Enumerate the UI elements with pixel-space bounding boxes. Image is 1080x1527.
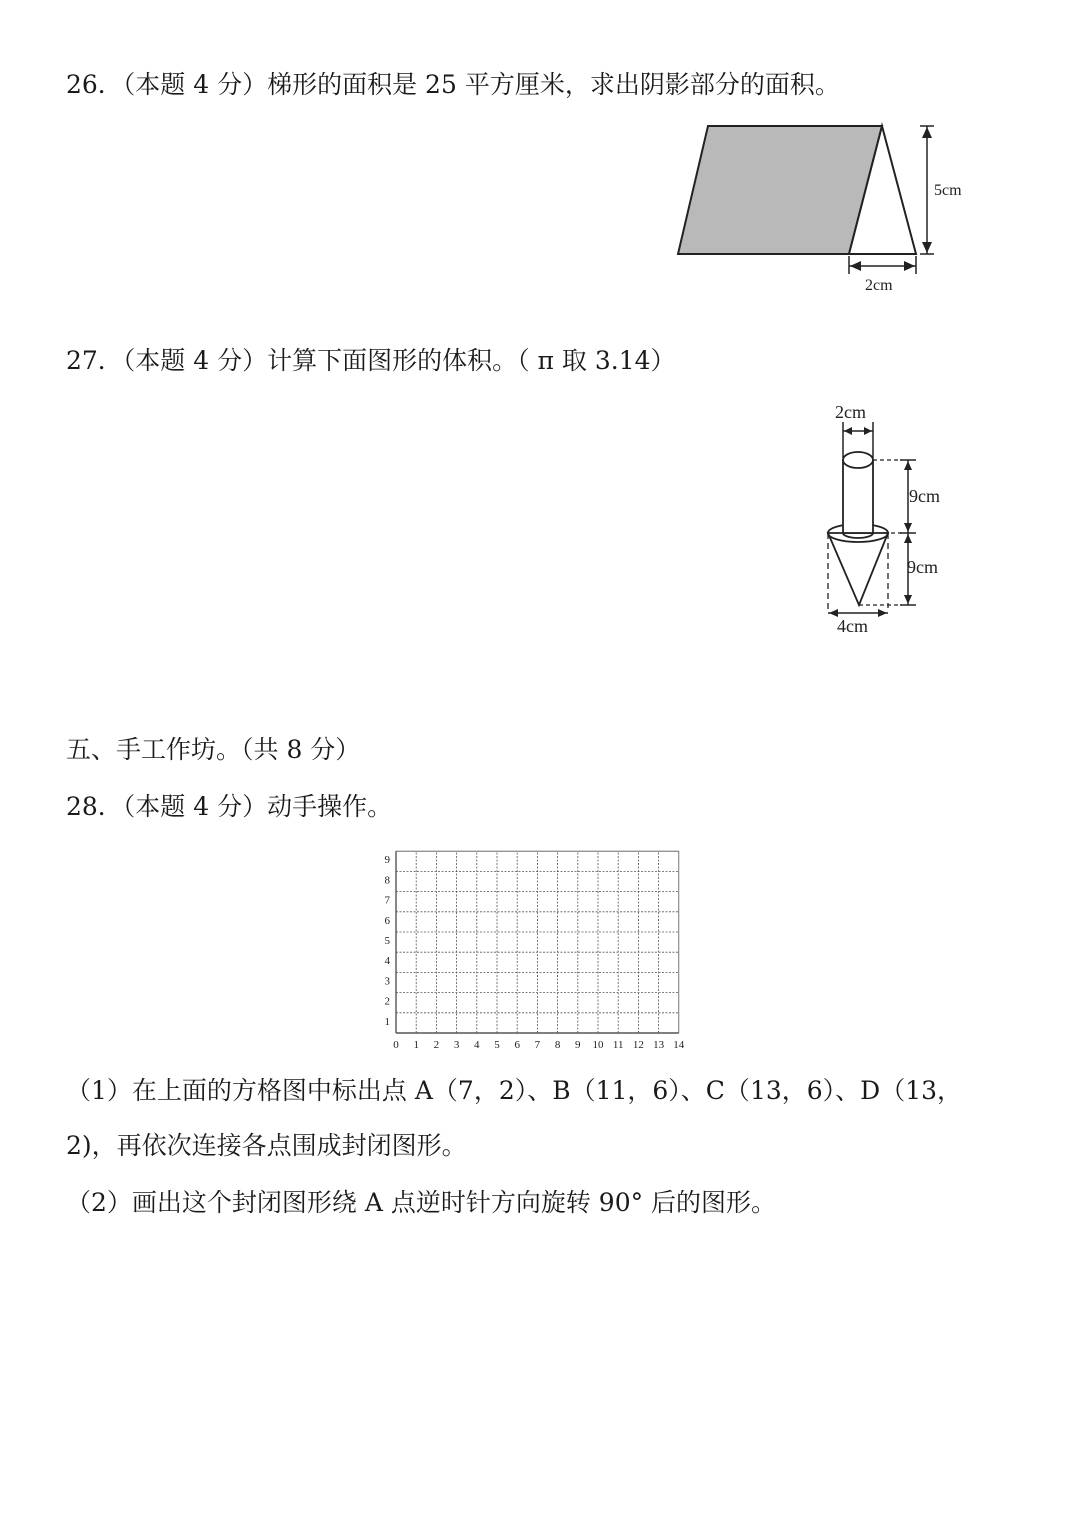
- y-tick-label: 5: [384, 935, 390, 947]
- cone: [828, 533, 888, 605]
- bottom-width-label: 4cm: [837, 616, 868, 636]
- x-tick-label: 0: [393, 1039, 399, 1051]
- trapezoid-figure: [670, 118, 980, 298]
- top-width-label: 2cm: [835, 402, 866, 422]
- q27-text: 27．（本题 4 分）计算下面图形的体积。（ π 取 3.14）: [66, 346, 676, 375]
- x-tick-label: 2: [433, 1039, 440, 1051]
- x-tick-label: 10: [592, 1039, 604, 1051]
- q28-part1-line1: （1）在上面的方格图中标出点 A（7，2）、B（11，6）、C（13，6）、D（13，: [66, 1076, 963, 1105]
- x-tick-label: 5: [494, 1039, 500, 1051]
- cylinder-cone-figure: [818, 398, 968, 638]
- y-tick-label: 2: [384, 995, 390, 1008]
- y-tick-label: 8: [384, 874, 390, 887]
- coordinate-grid: [376, 843, 696, 1053]
- upper-height-label: 9cm: [909, 486, 940, 506]
- x-tick-label: 11: [612, 1039, 624, 1051]
- x-tick-label: 8: [554, 1039, 561, 1051]
- y-tick-label: 7: [384, 894, 390, 907]
- q28-part2: （2）画出这个封闭图形绕 A 点逆时针方向旋转 90° 后的图形。: [66, 1188, 777, 1217]
- height-label: 5cm: [934, 182, 962, 199]
- x-tick-label: 14: [673, 1039, 685, 1051]
- cylinder: [843, 460, 873, 533]
- q26-text: 26．（本题 4 分）梯形的面积是 25 平方厘米，求出阴影部分的面积。: [66, 70, 840, 99]
- base-label: 2cm: [865, 277, 893, 294]
- x-tick-label: 6: [514, 1039, 520, 1051]
- q28-text: 28．（本题 4 分）动手操作。: [66, 792, 393, 821]
- y-tick-label: 4: [384, 955, 390, 968]
- lower-height-label: 9cm: [907, 557, 938, 577]
- x-tick-label: 1: [413, 1039, 419, 1051]
- y-tick-label: 3: [384, 975, 390, 988]
- x-tick-label: 4: [474, 1039, 480, 1051]
- y-tick-label: 6: [384, 914, 390, 927]
- x-tick-label: 9: [575, 1039, 581, 1051]
- y-tick-label: 9: [384, 854, 390, 867]
- y-tick-label: 1: [384, 1015, 390, 1028]
- shaded-parallelogram: [678, 126, 882, 254]
- x-tick-label: 7: [534, 1039, 541, 1051]
- section5-heading: 五、手工作坊。（共 8 分）: [66, 735, 361, 764]
- x-tick-label: 13: [653, 1039, 665, 1051]
- x-tick-label: 3: [453, 1039, 460, 1051]
- x-tick-label: 12: [632, 1039, 644, 1051]
- cylinder-top: [843, 452, 873, 468]
- q28-part1-line2: 2)，再依次连接各点围成封闭图形。: [66, 1131, 467, 1160]
